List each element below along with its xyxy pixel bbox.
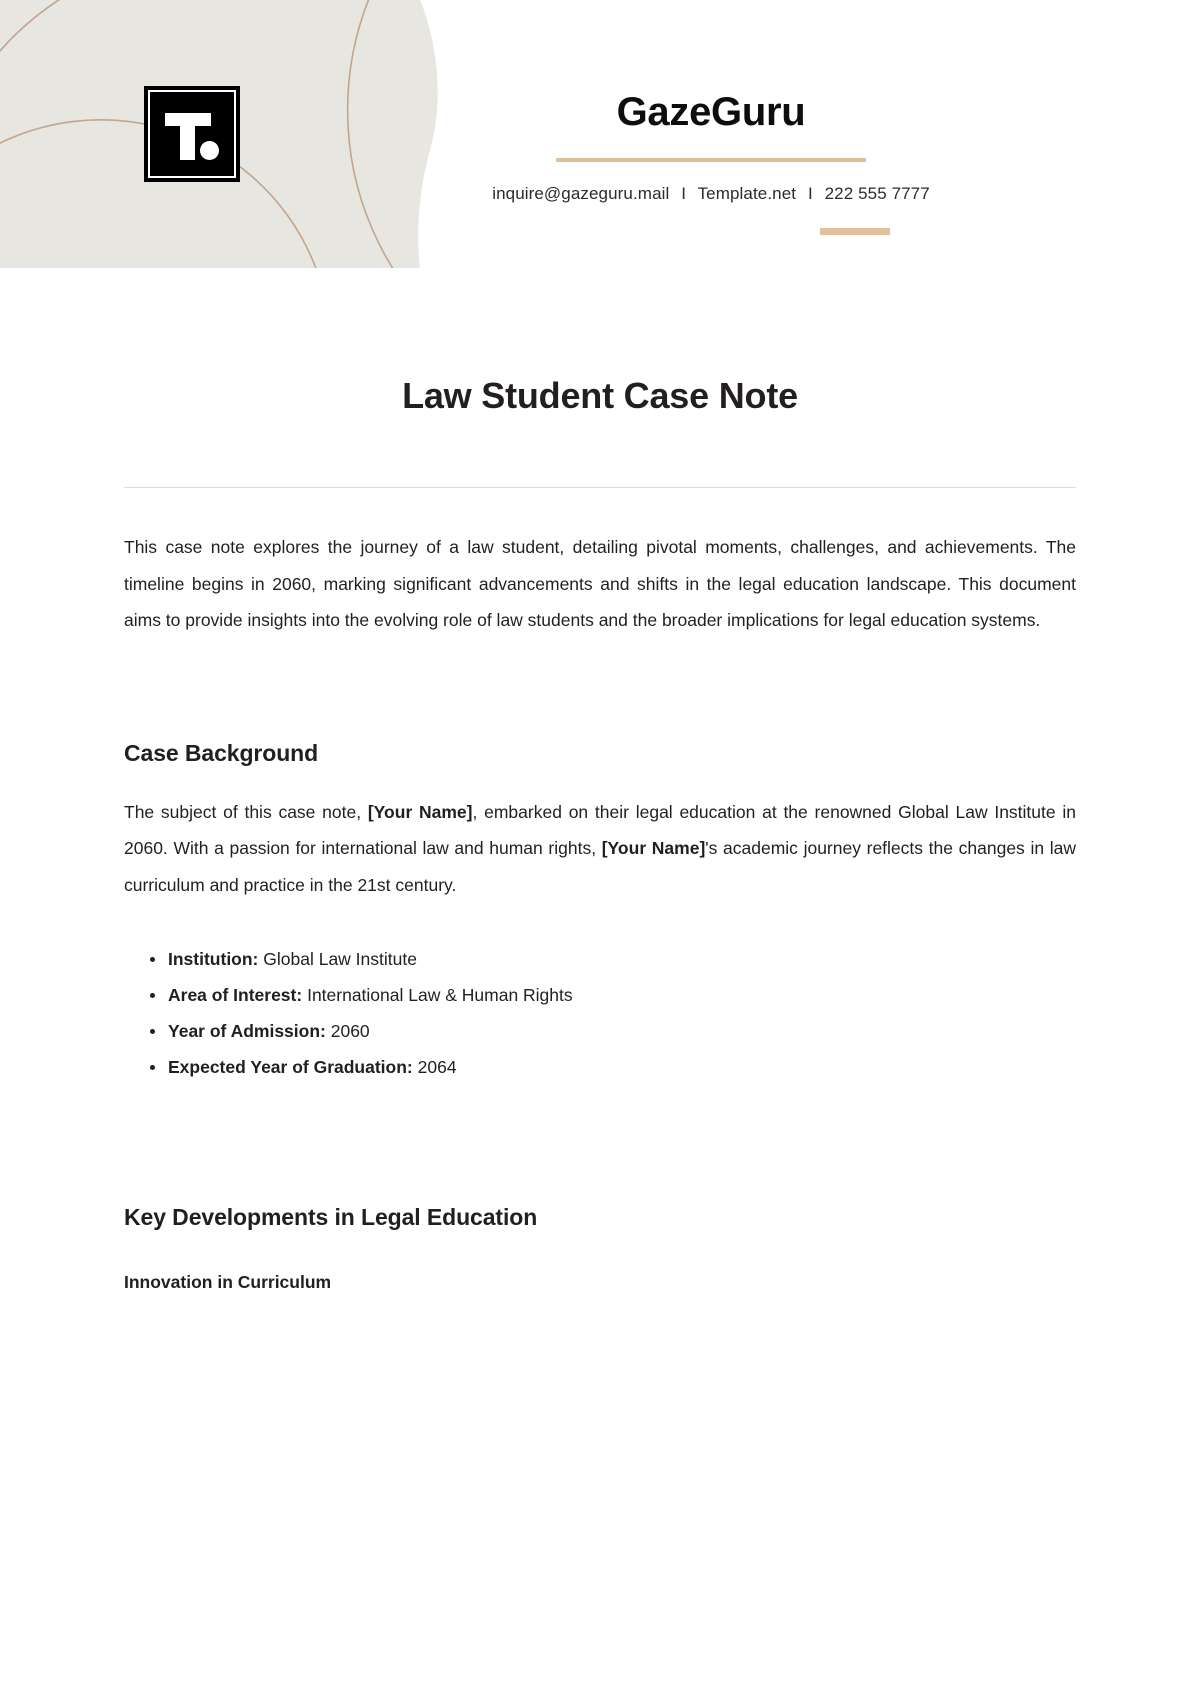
logo-dot-icon <box>200 141 219 160</box>
fact-label: Year of Admission: <box>168 1021 326 1041</box>
contact-phone: 222 555 7777 <box>824 184 930 203</box>
logo-frame <box>148 90 236 178</box>
case-background-paragraph <box>124 794 1076 904</box>
company-logo <box>144 86 240 182</box>
contact-separator-2: I <box>807 184 813 203</box>
list-item <box>146 941 1076 977</box>
brand-divider <box>556 158 866 162</box>
title-divider <box>124 487 1076 488</box>
list-item <box>146 977 1076 1013</box>
contact-website: Template.net <box>697 184 797 203</box>
document-header <box>0 0 1200 268</box>
logo-t-stem-icon <box>180 113 195 160</box>
list-item <box>146 1013 1076 1049</box>
contact-separator-1: I <box>681 184 687 203</box>
fact-value: 2060 <box>330 1021 370 1041</box>
fact-value: International Law & Human Rights <box>307 985 573 1005</box>
case-bg-text-3: 's academic journey reflects the changes in law curriculum and practice in the 21st century. <box>124 838 1076 895</box>
case-bg-text-2: , embarked on their legal education at the renowned Global Law Institute in 2060. With a passion for international law and human rights, <box>124 801 1076 858</box>
contact-email: inquire@gazeguru.mail <box>492 184 670 203</box>
section-heading-key-developments: Key Developments in Legal Education <box>124 1204 538 1230</box>
page-title: Law Student Case Note <box>402 375 798 416</box>
document-body <box>0 375 1200 1293</box>
subsection-heading-innovation: Innovation in Curriculum <box>124 1272 332 1292</box>
brand-block <box>476 92 946 204</box>
brand-name: GazeGuru <box>616 90 806 134</box>
case-bg-placeholder-name-2: [Your Name] <box>601 838 706 858</box>
case-bg-placeholder-name-1: [Your Name] <box>367 801 473 822</box>
case-bg-text-1: The subject of this case note, <box>124 801 368 822</box>
fact-label: Area of Interest: <box>168 985 303 1005</box>
fact-label: Institution: <box>168 949 259 969</box>
fact-value: 2064 <box>417 1057 457 1077</box>
intro-paragraph: This case note explores the journey of a law student, detailing pivotal moments, challenges, and achievements. The timeline begins in 2060, marking significant advancements and shifts in the legal education landscape. This document aims to provide insights into the evolving role of law students and the broader implications for legal education systems. <box>124 537 1076 630</box>
fact-value: Global Law Institute <box>263 949 417 969</box>
contact-line <box>476 184 946 204</box>
accent-dash <box>820 228 890 235</box>
case-facts-list <box>124 941 1076 1085</box>
section-heading-case-background: Case Background <box>124 739 319 766</box>
list-item <box>146 1049 1076 1085</box>
fact-label: Expected Year of Graduation: <box>168 1057 413 1077</box>
